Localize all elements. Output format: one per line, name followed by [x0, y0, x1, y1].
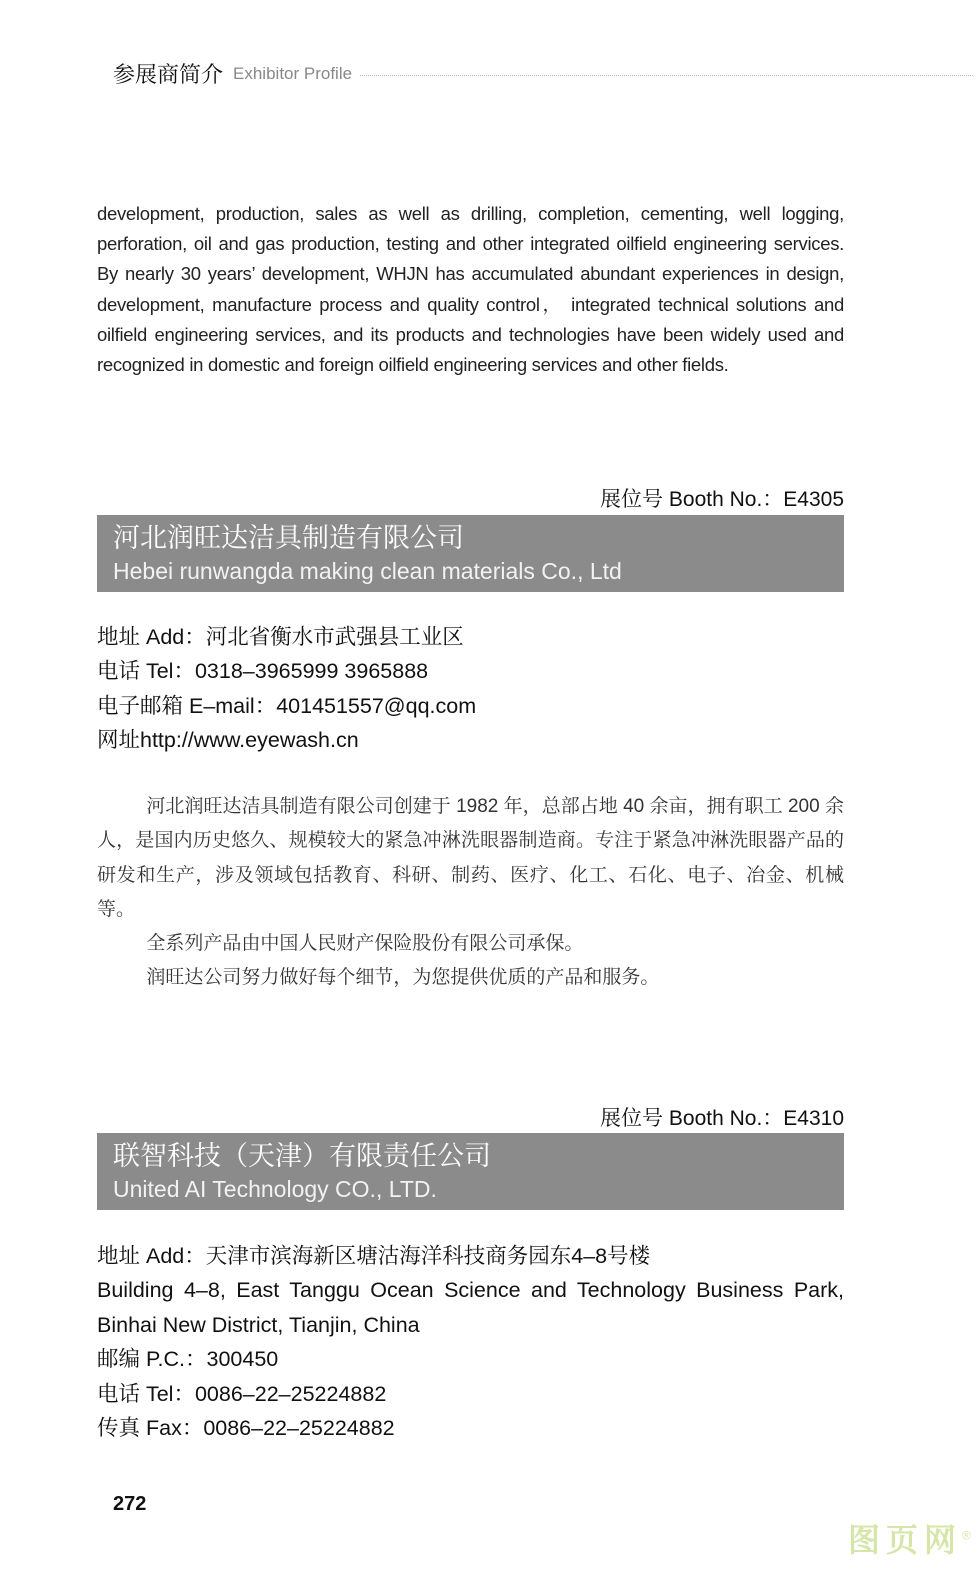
address-cn: 地址 Add：天津市滨海新区塘沽海洋科技商务园东4–8号楼	[97, 1244, 651, 1268]
watermark-text: 图页网	[848, 1522, 963, 1558]
booth-number: 展位号 Booth No.：E4305	[600, 488, 844, 511]
company-name-cn: 河北润旺达洁具制造有限公司	[113, 523, 464, 553]
company-name-cn: 联智科技（天津）有限责任公司	[113, 1141, 491, 1171]
registered-mark: ®	[962, 1528, 977, 1543]
fax: 传真 Fax：0086–22–25224882	[97, 1416, 395, 1441]
postal-code: 邮编 P.C.：300450	[97, 1347, 279, 1372]
contact-info	[97, 620, 844, 758]
page-number: 272	[113, 1493, 147, 1515]
address: 地址 Add：河北省衡水市武强县工业区	[97, 625, 464, 649]
address-en: Building 4–8, East Tanggu Ocean Science and Technology Business Park, Binhai New District, Tianjin, China	[97, 1278, 844, 1337]
exhibitor-title-bar	[97, 515, 844, 592]
telephone: 电话 Tel：0318–3965999 3965888	[97, 659, 429, 684]
email: 电子邮箱 E–mail：401451557@qq.com	[97, 693, 477, 718]
company-name-en: Hebei runwangda making clean materials Co., Ltd	[113, 558, 622, 584]
description-paragraph: 全系列产品由中国人民财产保险股份有限公司承保。	[146, 933, 584, 955]
description-paragraph: 润旺达公司努力做好每个细节，为您提供优质的产品和服务。	[146, 967, 660, 989]
header-title-en: Exhibitor Profile	[233, 63, 353, 83]
website: 网址http://www.eyewash.cn	[97, 728, 359, 753]
company-description	[97, 790, 844, 996]
telephone: 电话 Tel：0086–22–25224882	[97, 1381, 387, 1406]
exhibitor-title-bar	[97, 1133, 844, 1210]
booth-number: 展位号 Booth No.：E4310	[600, 1107, 844, 1130]
page-header	[113, 58, 973, 89]
header-divider	[360, 75, 973, 76]
description-paragraph: 河北润旺达洁具制造有限公司创建于 1982 年，总部占地 40 余亩，拥有职工 200 余人，是国内历史悠久、规模较大的紧急冲淋洗眼器制造商。专注于紧急冲淋洗眼器产品的研发和生产，涉及领域包括教育、科研、制药、医疗、化工、石化、电子、冶金、机械等。	[97, 796, 844, 920]
watermark-logo	[848, 1515, 977, 1561]
header-title-cn: 参展商简介	[113, 62, 224, 87]
intro-paragraph: development, production, sales as well as drilling, completion, cementing, well logging, perforation, oil and gas production, testing and other integrated oilfield engineering services. By nearly 30 years’ development, WHJN has accumulated abundant experiences in design, development, manufacture process and quality control， integrated technical solutions and oilfield engineering services, and its products and technologies have been widely used and recognized in domestic and foreign oilfield engineering services and other fields.	[97, 203, 844, 376]
company-name-en: United AI Technology CO., LTD.	[113, 1176, 437, 1202]
contact-info	[97, 1239, 844, 1445]
